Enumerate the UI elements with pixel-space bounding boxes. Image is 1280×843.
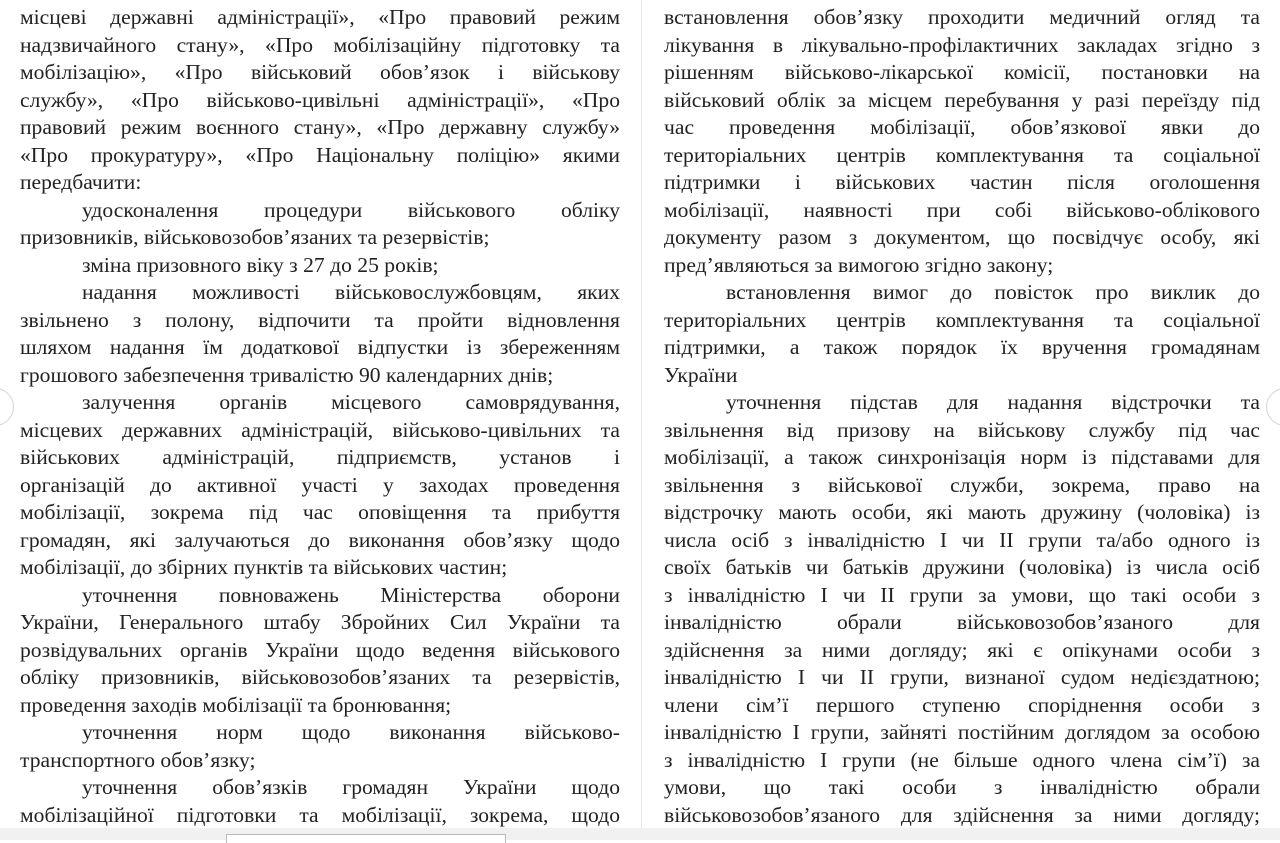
- text-line: удосконалення процедури військового обліку: [82, 197, 620, 222]
- text-line: інвалідністю обрали військовозобов’язаного для: [664, 610, 1260, 634]
- text-line: мобілізації, до збірних пунктів та військових частин;: [20, 555, 508, 579]
- text-line: уточнення підстав для надання відстрочки та: [726, 390, 1260, 414]
- text-line: пред’являються за вимогою згідно закону;: [664, 252, 1054, 277]
- text-line: організацій до активної участі у заходах проведення: [20, 472, 620, 497]
- text-line: шляхом надання їм додаткової відпустки із збереженням: [20, 335, 620, 359]
- text-line: мобілізації, наявності при собі військово-облікового: [664, 197, 1260, 222]
- page-divider: [641, 0, 642, 828]
- text-line: час проведення мобілізації, обов’язкової явки до: [664, 115, 1260, 139]
- text-line: грошового забезпечення тривалістю 90 календарних днів;: [20, 362, 554, 387]
- text-line: умови, що такі особи з інвалідністю обрали: [664, 775, 1260, 799]
- text-line: встановлення вимог до повісток про виклик до: [726, 280, 1260, 304]
- text-line: розвідувальних органів України щодо ведення військового: [20, 637, 620, 662]
- text-line: звільнено з полону, відпочити та пройти відновлення: [20, 307, 620, 332]
- text-line: службу», «Про військово-цивільні адміністрації», «Про: [20, 87, 620, 112]
- text-line: обліку призовників, військовозобов’язаних та резервістів,: [20, 665, 620, 689]
- text-line: мобілізаційної підготовки та мобілізації, зокрема, щодо: [20, 802, 620, 827]
- text-line: здійснення за ними догляду; які є опікунами особи з: [664, 637, 1260, 662]
- text-line: України, Генерального штабу Збройних Сил України та: [20, 610, 620, 634]
- text-line: «Про прокуратуру», «Про Національну поліцію» якими: [20, 142, 620, 167]
- text-line: надзвичайного стану», «Про мобілізаційну підготовку та: [20, 32, 620, 57]
- chevron-right-icon[interactable]: [1266, 388, 1280, 426]
- document-page-right: [664, 4, 1260, 829]
- text-line: своїх батьків чи батьків дружини (чоловіка) із числа осіб: [664, 555, 1260, 579]
- text-line: мобілізації, а також синхронізація норм із підставами для: [664, 445, 1260, 469]
- text-line: військових адміністрацій, підприємств, установ і: [20, 445, 620, 469]
- text-line: військовозобов’язаного для здійснення за ними догляду;: [664, 802, 1260, 827]
- text-line: інвалідністю I групи, зайняті постійним доглядом за особою: [664, 720, 1260, 744]
- text-line: України: [664, 362, 738, 387]
- text-line: документу разом з документом, що посвідчує особу, які: [664, 225, 1260, 249]
- text-line: відстрочку мають особи, які мають дружину (чоловіка) із: [664, 500, 1260, 524]
- text-line: мобілізації, зокрема під час оповіщення та прибуття: [20, 500, 620, 524]
- text-line: передбачити:: [20, 170, 142, 194]
- bottom-toolbar: [0, 828, 1280, 840]
- text-line: військовий облік за місцем перебування у разі переїзду під: [664, 87, 1260, 112]
- text-line: інвалідністю I чи II групи, визнаної судом недієздатною;: [664, 665, 1260, 689]
- text-line: місцевих державних адміністрацій, військово-цивільних та: [20, 417, 620, 442]
- text-line: проведення заходів мобілізації та бронювання;: [20, 692, 452, 717]
- text-line: встановлення обов’язку проходити медичний огляд та: [664, 5, 1260, 29]
- chevron-left-icon[interactable]: [0, 388, 14, 426]
- text-line: уточнення повноважень Міністерства оборони: [82, 582, 620, 607]
- text-line: надання можливості військовослужбовцям, яких: [82, 280, 620, 304]
- text-line: територіальних центрів комплектування та соціальної: [664, 307, 1260, 332]
- text-line: мобілізацію», «Про військовий обов’язок і військову: [20, 60, 620, 84]
- text-line: числа осіб з інвалідністю I чи II групи та/або одного із: [664, 527, 1260, 552]
- text-line: призовників, військовозобов’язаних та резервістів;: [20, 225, 490, 249]
- text-line: рішенням військово-лікарської комісії, постановки на: [664, 60, 1260, 84]
- text-line: транспортного обов’язку;: [20, 747, 256, 772]
- text-line: підтримки, а також порядок їх вручення громадянам: [664, 335, 1260, 359]
- text-line: звільнення від призову на військову службу під час: [664, 417, 1260, 442]
- text-line: члени сім’ї першого ступеню споріднення особи з: [664, 692, 1260, 717]
- text-line: місцеві державні адміністрації», «Про правовий режим: [20, 5, 620, 29]
- text-line: правовий режим воєнного стану», «Про державну службу»: [20, 115, 620, 139]
- page-input-field[interactable]: [226, 834, 506, 843]
- text-line: зміна призовного віку з 27 до 25 років;: [82, 252, 439, 277]
- text-line: територіальних центрів комплектування та соціальної: [664, 142, 1260, 167]
- text-line: звільнення з військової служби, зокрема, право на: [664, 472, 1260, 497]
- text-line: з інвалідністю I чи II групи за умови, що такі особи з: [664, 582, 1260, 607]
- document-page-left: [20, 4, 620, 829]
- text-line: залучення органів місцевого самоврядування,: [82, 390, 620, 414]
- text-line: уточнення обов’язків громадян України щодо: [82, 775, 620, 799]
- text-line: уточнення норм щодо виконання військово-: [82, 720, 620, 744]
- text-line: з інвалідністю I групи (не більше одного члена сім’ї) за: [664, 747, 1260, 772]
- text-line: підтримки і військових частин після оголошення: [664, 170, 1260, 194]
- text-line: лікування в лікувально-профілактичних закладах згідно з: [664, 32, 1260, 57]
- text-line: громадян, які залучаються до виконання обов’язку щодо: [20, 527, 620, 552]
